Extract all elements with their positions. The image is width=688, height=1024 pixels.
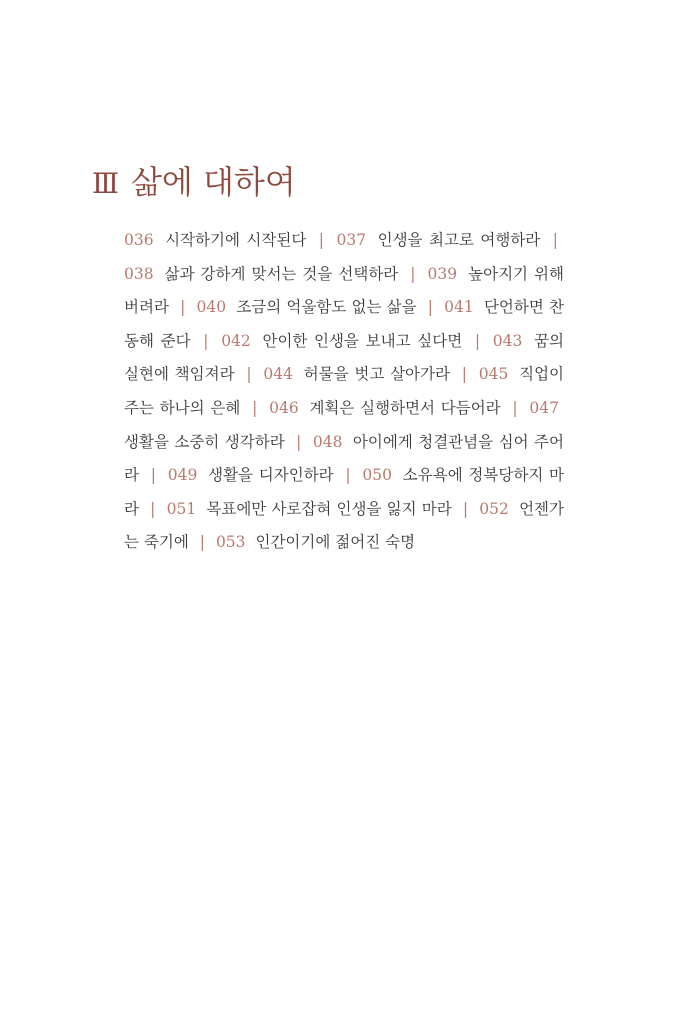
entry-separator: | bbox=[150, 499, 156, 518]
entry-separator: | bbox=[552, 231, 558, 249]
toc-entry-number: 049 bbox=[167, 466, 198, 485]
toc-entry bbox=[263, 365, 450, 383]
toc-entry bbox=[216, 533, 415, 551]
section-numeral: Ⅲ bbox=[92, 167, 120, 200]
toc-entry-title: 인생을 최고로 여행하라 bbox=[377, 231, 541, 249]
toc-entry-title: 삶과 강하게 맞서는 것을 선택하라 bbox=[164, 264, 399, 283]
entry-separator: | bbox=[427, 298, 433, 317]
entry-separator: | bbox=[318, 231, 325, 249]
toc-entry-title: 소유욕에 정복당하지 마라 bbox=[124, 466, 565, 518]
toc-entry bbox=[221, 332, 462, 350]
toc-entry-number: 040 bbox=[196, 298, 227, 317]
entry-separator: | bbox=[199, 533, 205, 552]
entry-separator: | bbox=[345, 466, 351, 485]
toc-entry-title: 안이한 인생을 보내고 싶다면 bbox=[262, 331, 463, 350]
toc-entry-title: 꿈의 실현에 책임져라 bbox=[124, 331, 565, 384]
section-title: 삶에 대하여 bbox=[131, 163, 296, 201]
toc-entry bbox=[197, 298, 417, 316]
toc-entry-number: 051 bbox=[166, 499, 197, 518]
toc-entry-number: 036 bbox=[124, 231, 154, 249]
toc-entry-number: 047 bbox=[529, 398, 559, 417]
entry-separator: | bbox=[252, 398, 258, 417]
entry-separator: | bbox=[512, 398, 518, 417]
toc-entry-title: 목표에만 사로잡혀 인생을 잃지 마라 bbox=[206, 499, 452, 518]
entry-separator: | bbox=[296, 432, 302, 451]
toc-entry-title: 시작하기에 시작된다 bbox=[165, 231, 307, 249]
entry-separator: | bbox=[410, 264, 416, 283]
table-of-contents bbox=[124, 224, 564, 560]
toc-entry bbox=[124, 265, 398, 283]
toc-entry bbox=[337, 231, 541, 249]
toc-entry-number: 048 bbox=[312, 432, 343, 451]
section-heading bbox=[92, 160, 296, 206]
toc-entry bbox=[168, 466, 334, 484]
toc-entry-number: 046 bbox=[269, 398, 299, 417]
toc-entry-title: 생활을 디자인하라 bbox=[208, 466, 334, 485]
toc-entry bbox=[124, 231, 306, 249]
toc-entry-title: 높아지기 위해 버려라 bbox=[124, 264, 564, 317]
toc-entry-number: 050 bbox=[362, 466, 393, 485]
toc-entry-number: 038 bbox=[124, 264, 154, 283]
toc-entry bbox=[167, 500, 452, 518]
entry-separator: | bbox=[462, 499, 469, 518]
toc-entry-title: 아이에게 청결관념을 심어 주어라 bbox=[124, 432, 564, 485]
toc-entry-number: 043 bbox=[492, 331, 523, 350]
entry-separator: | bbox=[246, 365, 252, 384]
toc-entry-title: 조금의 억울함도 없는 삶을 bbox=[236, 298, 417, 317]
toc-entry-title: 계획은 실행하면서 다듬어라 bbox=[309, 398, 501, 417]
toc-entry-number: 053 bbox=[215, 533, 246, 552]
toc-entry-number: 052 bbox=[479, 499, 509, 518]
toc-entry-number: 039 bbox=[427, 264, 458, 283]
toc-entry-title: 인간이기에 젊어진 숙명 bbox=[255, 533, 416, 552]
entry-separator: | bbox=[180, 298, 186, 317]
entry-separator: | bbox=[203, 331, 209, 350]
toc-entry-number: 045 bbox=[478, 365, 509, 384]
toc-entry-title: 단언하면 찬동해 준다 bbox=[124, 298, 564, 350]
toc-entry-number: 037 bbox=[336, 231, 367, 249]
toc-entry bbox=[269, 399, 501, 417]
entry-separator: | bbox=[150, 466, 156, 485]
toc-entry-title: 직업이 주는 하나의 은혜 bbox=[124, 365, 565, 417]
entry-separator: | bbox=[461, 365, 467, 384]
toc-entry-title: 언젠가는 죽기에 bbox=[124, 499, 564, 552]
toc-entry-title: 허물을 벗고 살아가라 bbox=[303, 365, 450, 384]
toc-entry-number: 041 bbox=[444, 298, 474, 317]
entry-separator: | bbox=[474, 331, 481, 350]
toc-entry-number: 044 bbox=[263, 365, 293, 384]
toc-entry-title: 생활을 소중히 생각하라 bbox=[124, 432, 285, 451]
toc-entry-number: 042 bbox=[221, 331, 251, 350]
